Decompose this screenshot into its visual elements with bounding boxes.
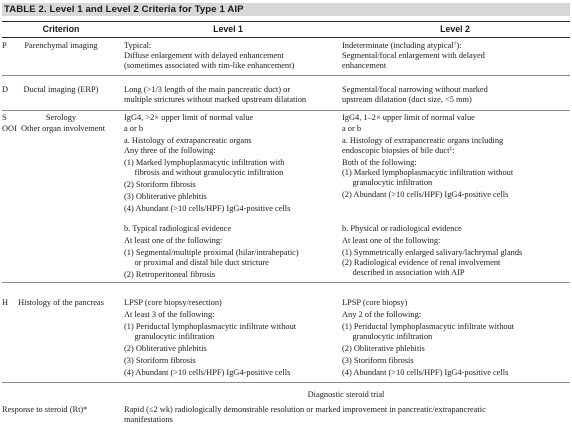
- h-level1-line: (1) Periductal lymphoplasmacytic infiltrate without: [124, 322, 297, 331]
- row-divider: [2, 110, 570, 111]
- header-level-1: Level 1: [213, 24, 243, 34]
- d-level1-line: Long (>1/3 length of the main pancreatic duct) or: [124, 85, 291, 94]
- criterion-ductal: Ductal imaging (ERP): [23, 85, 99, 94]
- p-level1-line: Typical:: [124, 41, 152, 50]
- ooi-level2-line: granulocytic infiltration: [342, 178, 433, 187]
- double-dagger-footnote: ‡: [449, 146, 453, 152]
- p-level1-line: (sometimes associated with rim-like enhancement): [124, 61, 295, 70]
- rule-header: [2, 37, 570, 38]
- ooi-level2-line: described in association with AIP: [342, 268, 465, 277]
- s-level1: IgG4, >2× upper limit of normal value: [124, 113, 254, 122]
- h-level1-line: LPSP (core biopsy/resection): [124, 298, 222, 307]
- ooi-level2-line: a or b: [342, 124, 362, 133]
- p-level2-line: Segmental/focal enlargement with delayed: [342, 51, 485, 60]
- code-p: P: [2, 41, 7, 50]
- h-level1-line: granulocytic infiltration: [124, 332, 215, 341]
- rt-line: manifestations: [124, 415, 173, 424]
- diagnostic-steroid-trial: Diagnostic steroid trial: [307, 390, 385, 399]
- d-level2-line: upstream dilatation (duct size, <5 mm): [342, 95, 472, 104]
- h-level1-line: (3) Storiform fibrosis: [124, 356, 196, 365]
- rt-line: Rapid (≤2 wk) radiologically demonstrable resolution or marked improvement in pancreatic/extrapancreatic: [124, 405, 486, 414]
- ooi-level2-line: Both of the following:: [342, 158, 417, 167]
- ooi-level1-line: (1) Segmental/multiple proximal (hilar/intrahepatic): [124, 248, 299, 257]
- ooi-level1-line: At least one of the following:: [124, 236, 223, 245]
- ooi-level1-line: (1) Marked lymphoplasmacytic infiltration with: [124, 158, 285, 167]
- ooi-level2-line: b. Physical or radiological evidence: [342, 224, 462, 233]
- h-level2-line: granulocytic infiltration: [342, 332, 433, 341]
- ooi-level1-line: (4) Abundant (>10 cells/HPF) IgG4-positive cells: [124, 204, 291, 213]
- ooi-level1-line: or proximal and distal bile duct stricture: [124, 258, 269, 267]
- s-level2: IgG4, 1–2× upper limit of normal value: [342, 113, 475, 122]
- ooi-level2-line: (2) Radiological evidence of renal involvement: [342, 258, 501, 267]
- code-s: S: [2, 113, 7, 122]
- h-level2-line: (1) Periductal lymphoplasmacytic infiltrate without: [342, 322, 515, 331]
- h-level2-line: LPSP (core biopsy): [342, 298, 408, 307]
- row-divider: [2, 382, 570, 383]
- h-level1-line: (4) Abundant (>10 cells/HPF) IgG4-positive cells: [124, 368, 291, 377]
- ooi-level1-line: (2) Storiform fibrosis: [124, 180, 196, 189]
- h-level1-line: (2) Obliterative phlebitis: [124, 344, 207, 353]
- d-level2-line: Segmental/focal narrowing without marked: [342, 85, 488, 94]
- criterion-parenchymal: Parenchymal imaging: [24, 41, 98, 50]
- dagger-footnote: †: [453, 41, 457, 47]
- ooi-level1-line: a or b: [124, 124, 144, 133]
- code-d: D: [2, 85, 9, 94]
- ooi-level2-line: endoscopic biopsies of bile duct‡:: [342, 146, 455, 155]
- d-level1-line: multiple strictures without marked upstream dilatation: [124, 95, 307, 104]
- ooi-level1-line: fibrosis and without granulocytic infiltration: [124, 168, 284, 177]
- criterion-serology: Serology: [45, 113, 77, 122]
- code-h: H: [2, 298, 9, 307]
- table-caption: TABLE 2. Level 1 and Level 2 Criteria for Type 1 AIP: [2, 3, 570, 16]
- h-level2-line: (4) Abundant (>10 cells/HPF) IgG4-positive cells: [342, 368, 509, 377]
- row-divider: [2, 282, 570, 283]
- h-level1-line: At least 3 of the following:: [124, 310, 215, 319]
- ooi-level2-line: (1) Symmetrically enlarged salivary/lachrymal glands: [342, 248, 523, 257]
- h-level2-line: (2) Obliterative phlebitis: [342, 344, 425, 353]
- ooi-level2-line: a. Histology of extrapancreatic organs including: [342, 136, 504, 145]
- ooi-level1-line: Any three of the following:: [124, 146, 216, 155]
- criterion-other-organ: Other organ involvement: [21, 124, 106, 133]
- header-level-2: Level 2: [440, 24, 470, 34]
- p-level1-line: Diffuse enlargement with delayed enhancement: [124, 51, 284, 60]
- h-level2-line: (3) Storiform fibrosis: [342, 356, 414, 365]
- ooi-level2-line: (1) Marked lymphoplasmacytic infiltration without: [342, 168, 514, 177]
- p-level2-line: enhancement: [342, 61, 387, 70]
- ooi-level2-line: (2) Abundant (>10 cells/HPF) IgG4-positive cells: [342, 190, 509, 199]
- code-ooi: OOI: [2, 124, 17, 133]
- criterion-histology-pancreas: Histology of the pancreas: [18, 298, 104, 307]
- ooi-level1-line: (2) Retroperitoneal fibrosis: [124, 270, 216, 279]
- ooi-level1-line: (3) Obliterative phlebitis: [124, 192, 207, 201]
- ooi-level2-line: At least one of the following:: [342, 236, 441, 245]
- p-level2-heading: Indeterminate (including atypical†):: [342, 41, 462, 50]
- ooi-level1-line: b. Typical radiological evidence: [124, 224, 232, 233]
- rule-top: [2, 21, 570, 22]
- row-divider: [2, 75, 570, 76]
- criterion-response-to-steroid: Response to steroid (Rt)*: [2, 405, 88, 414]
- h-level2-line: Any 2 of the following:: [342, 310, 422, 319]
- ooi-level1-line: a. Histology of extrapancreatic organs: [124, 136, 252, 145]
- header-criterion: Criterion: [42, 24, 80, 34]
